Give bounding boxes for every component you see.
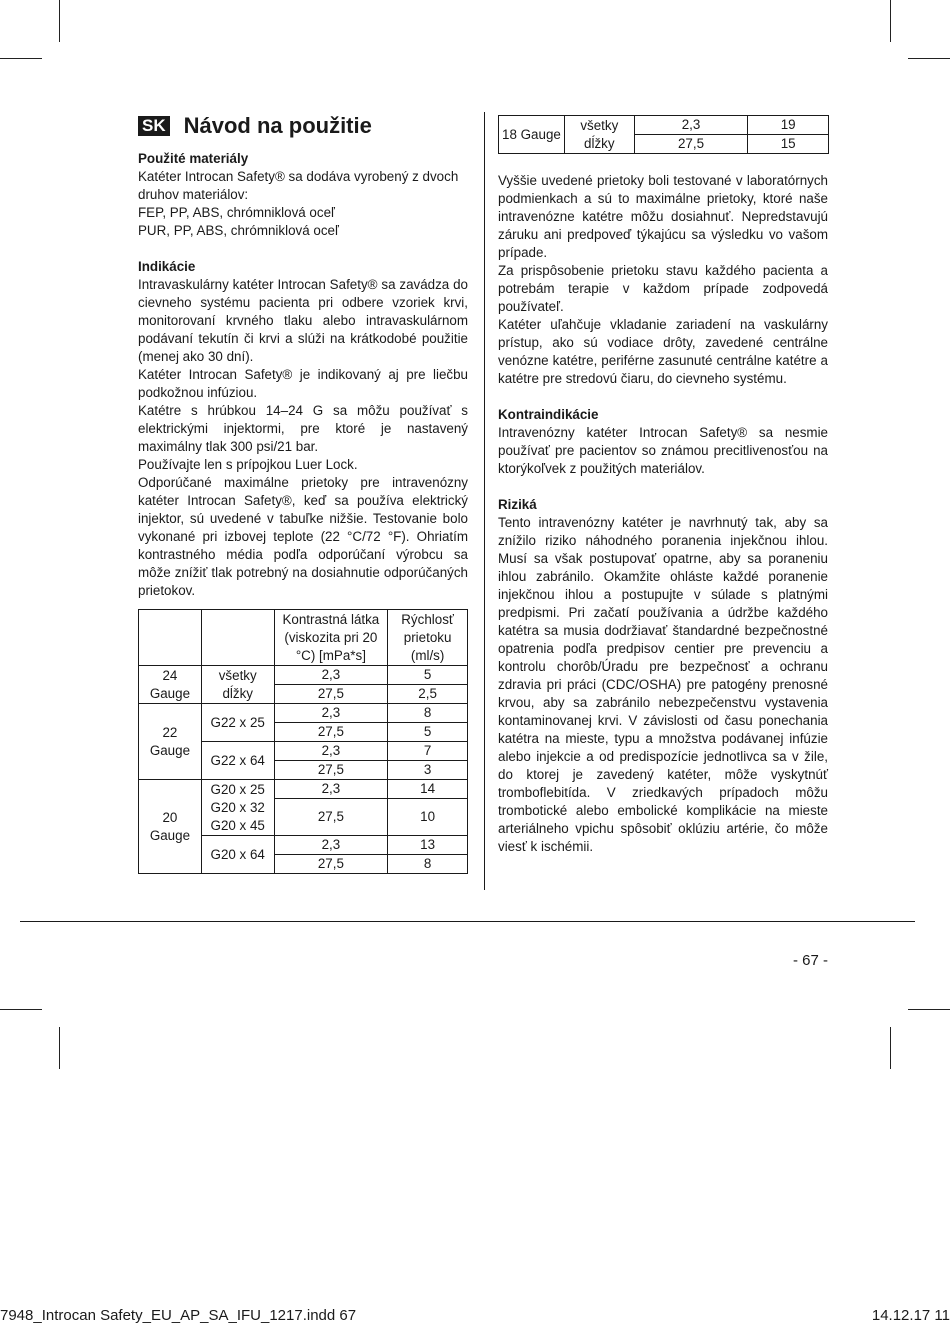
- page-title: Návod na použitie: [183, 113, 372, 138]
- page-number: - 67 -: [792, 952, 828, 969]
- indications-paragraph: Intravaskulárny katéter Introcan Safety® sa zavádza do cievneho systému pacienta pri odbere vzoriek krvi, monitorovaní krvného tlaku alebo intravaskulárnom podávaní tekutín či krvi a slúži na krátkodobé použitie (menej ako 30 dní).: [138, 277, 468, 364]
- body-paragraph: Vyššie uvedené prietoky boli testované v laboratórnych podmienkach a sú to maximálne prietoky, ktoré naše intravenózne katétre môžu dosiahnuť. Nepredstavujú záruku ani predpoveď týkajúcu sa výsledku vo vašom prípade.: [498, 173, 828, 260]
- crop-mark: [890, 1027, 891, 1069]
- flow-cell: 3: [388, 761, 468, 780]
- crop-mark: [59, 1027, 60, 1069]
- language-badge: SK: [138, 116, 170, 136]
- gauge-cell: 18 Gauge: [499, 116, 565, 154]
- size-label: G20 x 45: [210, 817, 265, 833]
- size-label: G20 x 32: [210, 799, 265, 815]
- crop-mark: [59, 0, 60, 42]
- viscosity-cell: 27,5: [274, 855, 388, 874]
- table-header-cell: [139, 610, 202, 666]
- table-header-cell: Rýchlosť prietoku (ml/s): [388, 610, 468, 666]
- size-cell: G22 x 64: [201, 742, 274, 780]
- table-header-cell: Kontrastná látka (viskozita pri 20 °C) [mPa*s]: [274, 610, 388, 666]
- left-column: [138, 112, 468, 874]
- materials-line: FEP, PP, ABS, chrómniklová oceľ: [138, 205, 335, 220]
- flow-cell: 10: [388, 799, 468, 836]
- indications-paragraph: Odporúčané maximálne prietoky pre intravenózny katéter Introcan Safety®, keď sa používa elektrický injektor, sú uvedené v tabuľke nižšie. Testovanie bolo vykonané pri izbovej teplote (22 °C/72 °F). Ohriatím kontrastného média podľa odporúčaní výrobcu sa môže znížiť tlak potrebný na dosiahnutie odporúčaných prietokov.: [138, 475, 468, 598]
- flow-cell: 5: [388, 666, 468, 685]
- flow-cell: 8: [388, 855, 468, 874]
- contraindications-heading: Kontraindikácie: [498, 407, 599, 422]
- viscosity-cell: 27,5: [274, 761, 388, 780]
- slug-filename: 7948_Introcan Safety_EU_AP_SA_IFU_1217.indd 67: [0, 1307, 357, 1324]
- flow-cell: 13: [388, 836, 468, 855]
- gauge-cell: 24 Gauge: [139, 666, 202, 704]
- viscosity-cell: 27,5: [634, 135, 748, 154]
- flow-cell: 5: [388, 723, 468, 742]
- viscosity-cell: 2,3: [634, 116, 748, 135]
- viscosity-cell: 2,3: [274, 836, 388, 855]
- section-title: [138, 112, 468, 140]
- materials-line: Katéter Introcan Safety® sa dodáva vyrobený z dvoch: [138, 169, 459, 184]
- viscosity-cell: 27,5: [274, 723, 388, 742]
- body-paragraph: Katéter uľahčuje vkladanie zariadení na vaskulárny prístup, ako sú vodiace drôty, zavedené centrálne venózne katétre, periférne zasunuté centrálne katétre a katétre pre stredovú čiaru, do cievneho systému.: [498, 317, 828, 386]
- page-rule: [20, 921, 915, 922]
- viscosity-cell: 2,3: [274, 666, 388, 685]
- risks-text: Tento intravenózny katéter je navrhnutý tak, aby sa znížilo riziko náhodného poranenia injekčnou ihlou. Musí sa však postupovať opatrne, aby sa poraneniu ihlou zabránilo. Okamžite ohláste každé poranenie injekčnou ihlou a postupujte v súlade s platnými predpismi. Pri začatí používania a údržbe každého katétra sa musia dodržiavať štandardné bezpečnostné opatrenia podľa predpisov centier pre prevenciu a kontrolu chorôb/Úradu pre bezpečnosť a ochranu zdravia pri práci (CDC/OSHA) pre patogény prenosné krvou, aby sa zabránilo nebezpečenstvu vystavenia kontaminovanej krvi. V závislosti od času ponechania katétra na mieste, typu a množstva podávanej infúzie alebo injekcie a od predispozície jednotlivca sa v žile, do ktorej je zavedený katéter, môže vyskytnúť tromboflebitída. V zriedkavých prípadoch môžu trombotické alebo embolické komplikácie na mieste arteriálneho vpichu spôsobiť oklúziu artérie, čo môže viesť k ischémii.: [498, 515, 828, 854]
- crop-mark: [908, 58, 950, 59]
- crop-mark: [0, 58, 42, 59]
- length-cell: všetky dĺžky: [564, 116, 634, 154]
- body-paragraph: Za prispôsobenie prietoku stavu každého pacienta a potrebám terapie v každom prípade zodpovedá používateľ.: [498, 263, 828, 314]
- gauge-cell: 22 Gauge: [139, 704, 202, 780]
- flow-cell: 15: [748, 135, 829, 154]
- size-cell: G20 x 64: [201, 836, 274, 874]
- indications-paragraph: Katéter Introcan Safety® je indikovaný aj pre liečbu podkožnou infúziou.: [138, 367, 468, 400]
- viscosity-cell: 2,3: [274, 780, 388, 799]
- contraindications-text: Intravenózny katéter Introcan Safety® sa nesmie používať pre pacientov so známou precitlivenosťou na ktorýkoľvek z použitých materiálov.: [498, 425, 828, 476]
- size-cell: [201, 780, 274, 836]
- flow-cell: 2,5: [388, 685, 468, 704]
- length-cell: všetky dĺžky: [201, 666, 274, 704]
- indications-paragraph: Katétre s hrúbkou 14–24 G sa môžu používať s elektrickými injektormi, pre ktoré je nastavený maximálny tlak 300 psi/21 bar.: [138, 403, 468, 454]
- crop-mark: [0, 1009, 42, 1010]
- viscosity-cell: 27,5: [274, 799, 388, 836]
- gauge-cell: 20 Gauge: [139, 780, 202, 874]
- viscosity-cell: 2,3: [274, 742, 388, 761]
- flow-cell: 7: [388, 742, 468, 761]
- flow-rate-table: [138, 609, 468, 874]
- flow-cell: 19: [748, 116, 829, 135]
- indications-heading: Indikácie: [138, 259, 196, 274]
- viscosity-cell: 27,5: [274, 685, 388, 704]
- right-column: [498, 172, 828, 856]
- column-divider: [484, 112, 485, 890]
- viscosity-cell: 2,3: [274, 704, 388, 723]
- flow-cell: 8: [388, 704, 468, 723]
- table-header-cell: [201, 610, 274, 666]
- size-cell: G22 x 25: [201, 704, 274, 742]
- slug-date: 14.12.17 11: [871, 1307, 950, 1324]
- flow-rate-table-continued: [498, 115, 829, 154]
- indications-paragraph: Používajte len s prípojkou Luer Lock.: [138, 457, 358, 472]
- crop-mark: [908, 1009, 950, 1010]
- materials-heading: Použité materiály: [138, 151, 249, 166]
- crop-mark: [890, 0, 891, 42]
- materials-line: PUR, PP, ABS, chrómniklová oceľ: [138, 223, 339, 238]
- size-label: G20 x 25: [210, 781, 265, 797]
- risks-heading: Riziká: [498, 497, 537, 512]
- flow-cell: 14: [388, 780, 468, 799]
- materials-line: druhov materiálov:: [138, 187, 249, 202]
